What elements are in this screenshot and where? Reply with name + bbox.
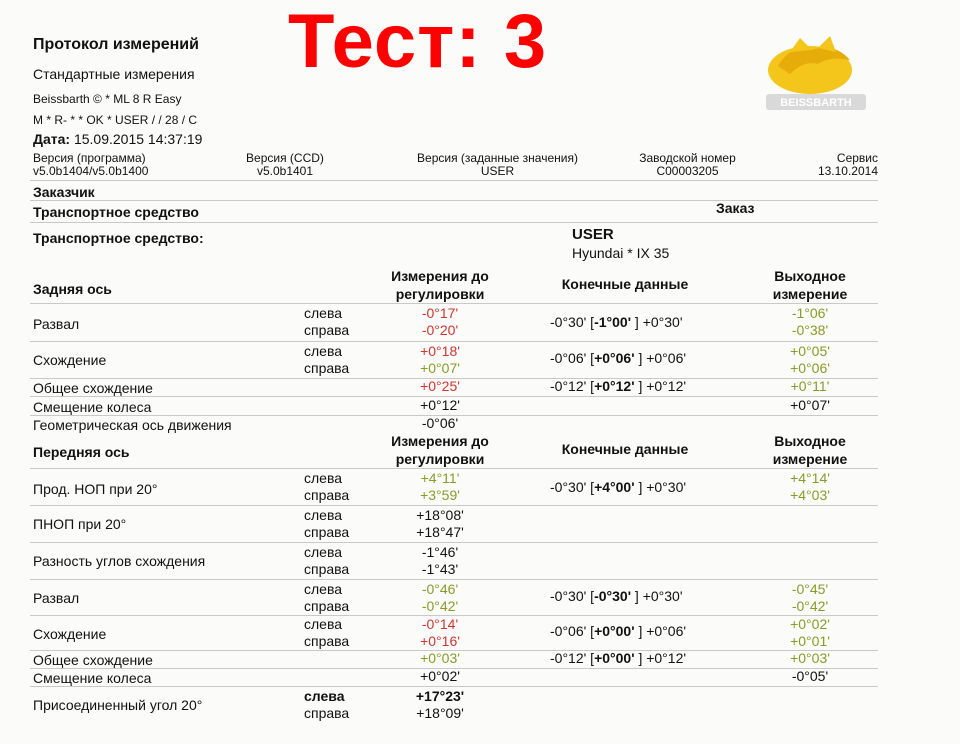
rear-offset-out: +0°07' xyxy=(790,397,830,413)
front-camber-spec: -0°30' [-0°30' ] +0°30' xyxy=(550,588,683,604)
front-toe-label: Схождение xyxy=(33,626,107,642)
col-output-line1-front: Выходное xyxy=(774,433,846,449)
front-included-right-label: справа xyxy=(304,705,350,721)
front-camber-out-right: -0°42' xyxy=(791,598,829,614)
rear-toe-before-left: +0°18' xyxy=(420,343,460,359)
front-toe-before-right: +0°16' xyxy=(420,633,460,649)
front-toe-left-label: слева xyxy=(304,616,343,632)
front-axle-title: Передняя ось xyxy=(33,444,130,460)
device-name: Beissbarth © * ML 8 R Easy xyxy=(33,92,182,106)
front-camber-before-left: -0°46' xyxy=(421,581,459,597)
front-caster-spec: -0°30' [+4°00' ] +0°30' xyxy=(550,479,687,495)
front-total-toe-spec: -0°12' [+0°00' ] +0°12' xyxy=(550,650,687,666)
rear-toe-before-right: +0°07' xyxy=(420,360,460,376)
date-label: Дата: xyxy=(33,131,71,147)
front-included-left-label: слева xyxy=(304,688,345,704)
beissbarth-logo-icon xyxy=(760,30,868,120)
front-toe-diff-before-right: -1°43' xyxy=(421,561,459,577)
version-setpoints-value: USER xyxy=(480,164,515,178)
rear-toe-label: Схождение xyxy=(33,352,107,368)
serial-number-value: C00003205 xyxy=(656,164,719,178)
col-final-front: Конечные данные xyxy=(561,441,689,457)
front-toe-diff-left-label: слева xyxy=(304,544,343,560)
front-camber-before-right: -0°42' xyxy=(421,598,459,614)
version-ccd-label: Версия (CCD) xyxy=(246,151,324,165)
col-before-line1-front: Измерения до xyxy=(391,433,489,449)
front-caster-before-left: +4°11' xyxy=(420,470,460,486)
front-included-before-left: +17°23' xyxy=(415,688,465,704)
front-offset-before: +0°02' xyxy=(420,668,460,684)
front-included-label: Присоединенный угол 20° xyxy=(33,697,203,713)
rear-camber-spec: -0°30' [-1°00' ] +0°30' xyxy=(550,314,683,330)
serial-number-label: Заводской номер xyxy=(639,151,736,165)
rear-offset-label: Смещение колеса xyxy=(33,399,152,415)
front-kpi-left-label: слева xyxy=(304,507,343,523)
version-ccd-value: v5.0b1401 xyxy=(256,164,314,178)
service-value: 13.10.2014 xyxy=(817,164,878,178)
rear-camber-before-left: -0°17' xyxy=(421,305,459,321)
version-program-label: Версия (программа) xyxy=(33,151,146,165)
protocol-title: Протокол измерений xyxy=(33,36,199,53)
front-toe-out-right: +0°01' xyxy=(790,633,830,649)
vehicle-label: Транспортное средство xyxy=(33,204,199,220)
vehicle-label-2: Транспортное средство: xyxy=(33,230,204,246)
rear-total-toe-label: Общее схождение xyxy=(33,380,153,396)
col-output-line2: измерение xyxy=(772,286,848,302)
customer-label: Заказчик xyxy=(33,184,95,200)
front-kpi-before-left: +18°08' xyxy=(416,507,464,523)
rear-toe-out-left: +0°05' xyxy=(790,343,830,359)
rear-total-toe-before: +0°25' xyxy=(420,378,460,394)
front-offset-label: Смещение колеса xyxy=(33,670,152,686)
front-camber-out-left: -0°45' xyxy=(791,581,829,597)
front-camber-label: Развал xyxy=(33,590,80,606)
front-toe-spec: -0°06' [+0°00' ] +0°06' xyxy=(550,623,687,639)
service-label: Сервис xyxy=(836,151,878,165)
front-kpi-before-right: +18°47' xyxy=(416,524,464,540)
rear-camber-out-right: -0°38' xyxy=(791,322,829,338)
test-title: Тест: 3 xyxy=(288,0,548,84)
rear-camber-out-left: -1°06' xyxy=(791,305,829,321)
front-toe-right-label: справа xyxy=(304,633,350,649)
rear-camber-before-right: -0°20' xyxy=(421,322,459,338)
rear-thrust-label: Геометрическая ось движения xyxy=(33,417,232,433)
front-total-toe-out: +0°03' xyxy=(790,650,830,666)
rear-camber-label: Развал xyxy=(33,316,80,332)
rear-axle-title: Задняя ось xyxy=(33,281,112,297)
rear-camber-right-label: справа xyxy=(304,322,350,338)
date-row xyxy=(33,131,202,147)
front-offset-out: -0°05' xyxy=(791,668,829,684)
front-camber-right-label: справа xyxy=(304,598,350,614)
rear-toe-spec: -0°06' [+0°06' ] +0°06' xyxy=(550,350,687,366)
front-caster-before-right: +3°59' xyxy=(420,487,460,503)
standard-measurements: Стандартные измерения xyxy=(33,66,195,82)
front-total-toe-before: +0°03' xyxy=(420,650,460,666)
front-caster-label: Прод. НОП при 20° xyxy=(33,481,158,497)
front-caster-right-label: справа xyxy=(304,487,350,503)
rear-total-toe-spec: -0°12' [+0°12' ] +0°12' xyxy=(550,378,687,394)
col-before-line2-front: регулировки xyxy=(395,451,485,467)
front-toe-diff-right-label: справа xyxy=(304,561,350,577)
version-setpoints-label: Версия (заданные значения) xyxy=(417,151,578,165)
front-camber-left-label: слева xyxy=(304,581,343,597)
rear-total-toe-out: +0°11' xyxy=(790,378,830,394)
col-before-line1: Измерения до xyxy=(391,268,489,284)
vehicle-model: Hyundai * IX 35 xyxy=(572,245,670,261)
status-line: M * R- * * OK * USER / / 28 / C xyxy=(33,113,198,127)
front-total-toe-label: Общее схождение xyxy=(33,652,153,668)
front-toe-diff-before-left: -1°46' xyxy=(421,544,459,560)
rear-toe-left-label: слева xyxy=(304,343,343,359)
front-toe-before-left: -0°14' xyxy=(421,616,459,632)
rear-thrust-before: -0°06' xyxy=(421,415,459,431)
date-value: 15.09.2015 14:37:19 xyxy=(73,131,203,147)
front-toe-out-left: +0°02' xyxy=(790,616,830,632)
front-caster-left-label: слева xyxy=(304,470,343,486)
order-label: Заказ xyxy=(716,200,755,216)
rear-offset-before: +0°12' xyxy=(420,397,460,413)
front-kpi-right-label: справа xyxy=(304,524,350,540)
front-included-before-right: +18°09' xyxy=(416,705,464,721)
logo-text: BEISSBARTH xyxy=(780,97,852,109)
col-before-line2: регулировки xyxy=(395,286,485,302)
front-kpi-label: ПНОП при 20° xyxy=(33,516,127,532)
vehicle-user: USER xyxy=(572,226,614,243)
rear-camber-left-label: слева xyxy=(304,305,343,321)
col-output-line2-front: измерение xyxy=(772,451,848,467)
rear-toe-out-right: +0°06' xyxy=(790,360,830,376)
version-program-value: v5.0b1404/v5.0b1400 xyxy=(33,164,149,178)
front-toe-diff-label: Разность углов схождения xyxy=(33,553,206,569)
col-output-line1: Выходное xyxy=(774,268,846,284)
col-final: Конечные данные xyxy=(561,276,689,292)
front-caster-out-right: +4°03' xyxy=(790,487,830,503)
rear-toe-right-label: справа xyxy=(304,360,350,376)
front-caster-out-left: +4°14' xyxy=(790,470,830,486)
